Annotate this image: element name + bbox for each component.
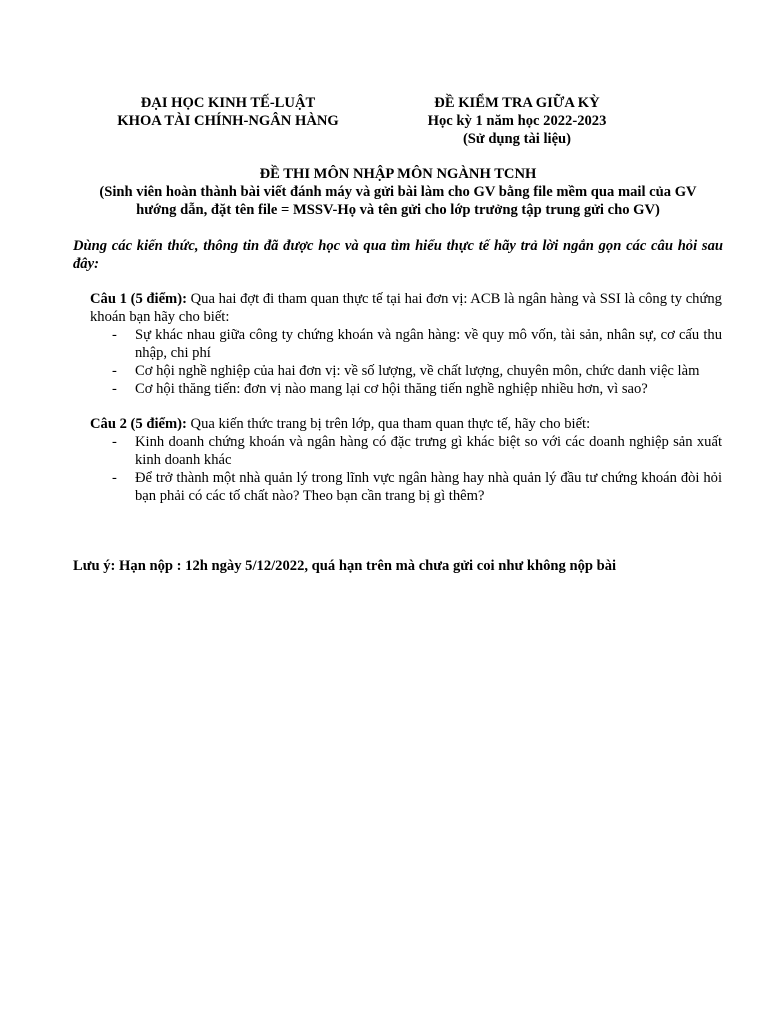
question-1-bullets (90, 326, 722, 398)
bullet-dash: - (112, 470, 117, 486)
question-1-text-block (90, 290, 722, 326)
list-item-text: Để trở thành một nhà quản lý trong lĩnh vực ngân hàng hay nhà quản lý đầu tư chứng khoán đòi hỏi bạn phải có các tố chất nào? Theo bạn cần trang bị gì thêm? (135, 470, 722, 504)
list-item-text: Cơ hội nghề nghiệp của hai đơn vị: về số lượng, về chất lượng, chuyên môn, chức danh việc làm (135, 363, 700, 379)
materials-allowed: (Sử dụng tài liệu) (462, 131, 572, 147)
bullet-dash: - (112, 363, 117, 379)
deadline-note: Lưu ý: Hạn nộp : 12h ngày 5/12/2022, quá hạn trên mà chưa gửi coi như không nộp bài (73, 558, 617, 574)
document-header (0, 94, 768, 154)
list-item (90, 433, 722, 469)
exam-type: ĐỀ KIỂM TRA GIỮA KỲ (434, 95, 600, 111)
semester-info: Học kỳ 1 năm học 2022-2023 (427, 113, 607, 129)
list-item (90, 326, 722, 362)
list-item-text: Cơ hội thăng tiến: đơn vị nào mang lại cơ hội thăng tiến nghề nghiệp nhiều hơn, vì sao? (135, 381, 648, 397)
bullet-dash: - (112, 434, 117, 450)
list-item-text: Kinh doanh chứng khoán và ngân hàng có đặc trưng gì khác biệt so với các doanh nghiệp sản xuất kinh doanh khác (135, 434, 722, 468)
exam-title-block (72, 165, 724, 219)
faculty-name: KHOA TÀI CHÍNH-NGÂN HÀNG (117, 113, 339, 129)
list-item (90, 469, 722, 505)
question-2-label: Câu 2 (5 điểm): (90, 416, 187, 432)
institution-block (100, 94, 356, 130)
exam-info-block (390, 94, 644, 148)
submission-instructions-line1: (Sinh viên hoàn thành bài viết đánh máy và gửi bài làm cho GV bằng file mềm qua mail của GV (99, 184, 697, 200)
intro-instruction: Dùng các kiến thức, thông tin đã được học và qua tìm hiểu thực tế hãy trả lời ngắn gọn các câu hỏi sau đây: (73, 238, 723, 272)
university-name: ĐẠI HỌC KINH TẾ-LUẬT (140, 95, 316, 111)
bullet-dash: - (112, 381, 117, 397)
exam-title: ĐỀ THI MÔN NHẬP MÔN NGÀNH TCNH (259, 166, 537, 182)
question-2 (90, 415, 722, 505)
submission-instructions-line2: hướng dẫn, đặt tên file = MSSV-Họ và tên gửi cho lớp trưởng tập trung gửi cho GV) (136, 202, 660, 218)
list-item (90, 362, 722, 380)
question-2-prompt: Qua kiến thức trang bị trên lớp, qua tham quan thực tế, hãy cho biết: (186, 416, 591, 432)
question-1-label: Câu 1 (5 điểm): (90, 291, 187, 307)
list-item-text: Sự khác nhau giữa công ty chứng khoán và ngân hàng: về quy mô vốn, tài sản, nhân sự, cơ cấu thu nhập, chi phí (135, 327, 722, 361)
question-2-bullets (90, 433, 722, 505)
list-item (90, 380, 722, 398)
bullet-dash: - (112, 327, 117, 343)
question-1 (90, 290, 722, 398)
question-1-prompt: Qua hai đợt đi tham quan thực tế tại hai đơn vị: ACB là ngân hàng và SSI là công ty chứng khoán bạn hãy cho biết: (90, 291, 722, 325)
question-2-text-block (90, 415, 722, 433)
